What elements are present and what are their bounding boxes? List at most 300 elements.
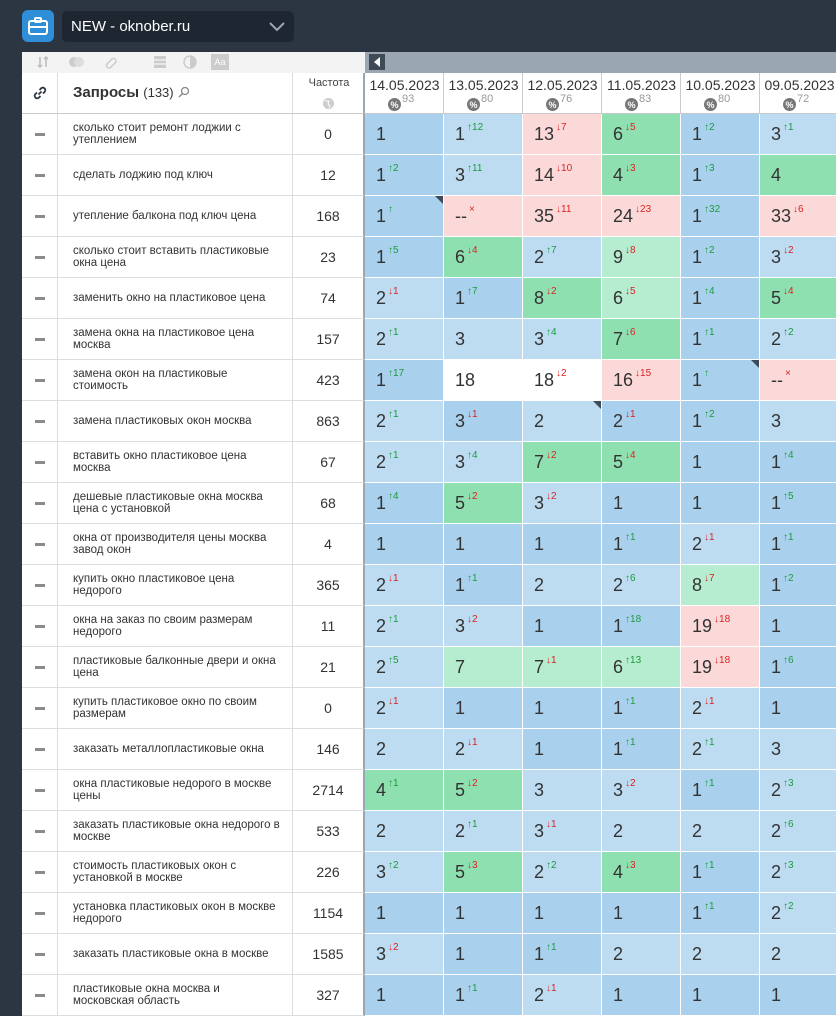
position-cell[interactable] (602, 934, 681, 975)
position-cell[interactable] (444, 729, 523, 770)
table-row (22, 360, 836, 401)
position-cell[interactable] (602, 729, 681, 770)
query-cell[interactable] (58, 237, 293, 278)
font-icon[interactable]: Aa (211, 54, 229, 70)
position-cell[interactable] (681, 975, 760, 1016)
position-cell[interactable] (760, 237, 836, 278)
position-cell[interactable] (523, 360, 602, 401)
position-cell[interactable] (523, 893, 602, 934)
position-change: ↓2 (467, 777, 478, 789)
query-cell[interactable] (58, 852, 293, 893)
position-cell[interactable] (681, 606, 760, 647)
briefcase-icon[interactable] (22, 10, 54, 42)
position-cell[interactable] (523, 278, 602, 319)
query-cell[interactable] (58, 483, 293, 524)
position-change: ↓2 (388, 941, 399, 953)
minus-icon (35, 297, 45, 300)
position-cell[interactable] (523, 975, 602, 1016)
scroll-left-icon[interactable] (369, 54, 385, 70)
position-value: 2 (376, 697, 387, 718)
position-value: 2 (613, 574, 624, 595)
position-cell[interactable] (365, 647, 444, 688)
position-cell[interactable] (523, 852, 602, 893)
position-cell[interactable] (365, 893, 444, 934)
date-percent: 80 (481, 93, 494, 105)
position-value: 2 (376, 820, 387, 841)
position-cell[interactable] (444, 688, 523, 729)
position-cell[interactable] (760, 278, 836, 319)
position-change: ↓4 (625, 449, 636, 461)
position-value: 1 (455, 287, 466, 308)
date-column-header[interactable] (365, 73, 444, 114)
date-column-header[interactable] (681, 73, 760, 114)
position-cell[interactable] (444, 975, 523, 1016)
frequency-cell: 11 (293, 606, 365, 647)
position-value: 2 (376, 574, 387, 595)
search-icon[interactable] (178, 86, 190, 98)
position-cell[interactable] (760, 114, 836, 155)
position-cell[interactable] (365, 401, 444, 442)
position-change: ↑5 (783, 490, 794, 502)
minus-icon (35, 912, 45, 915)
position-value: 2 (771, 779, 782, 800)
position-cell[interactable] (681, 483, 760, 524)
position-cell[interactable] (365, 565, 444, 606)
position-cell[interactable] (444, 524, 523, 565)
date-label: 12.05.2023 (527, 77, 598, 93)
position-change: ↓2 (625, 777, 636, 789)
row-link-cell[interactable] (22, 729, 58, 770)
position-cell[interactable] (760, 934, 836, 975)
position-change: ↑1 (467, 572, 478, 584)
frequency-cell: 74 (293, 278, 365, 319)
position-change: ↑12 (467, 121, 484, 133)
position-cell[interactable] (681, 196, 760, 237)
position-value: 1 (771, 574, 782, 595)
position-cell[interactable] (602, 975, 681, 1016)
position-cell[interactable] (760, 319, 836, 360)
position-value: 18 (455, 369, 476, 390)
position-cell[interactable] (523, 237, 602, 278)
position-cell[interactable] (365, 975, 444, 1016)
position-cell[interactable] (365, 688, 444, 729)
position-cell[interactable] (365, 606, 444, 647)
position-cell[interactable] (681, 278, 760, 319)
position-value: 1 (376, 205, 387, 226)
position-cell[interactable] (760, 975, 836, 1016)
query-cell[interactable] (58, 278, 293, 319)
position-cell[interactable] (602, 278, 681, 319)
position-cell[interactable] (602, 442, 681, 483)
query-cell[interactable] (58, 319, 293, 360)
position-cell[interactable] (760, 688, 836, 729)
frequency-cell: 67 (293, 442, 365, 483)
position-cell[interactable] (444, 237, 523, 278)
query-cell[interactable] (58, 196, 293, 237)
query-cell[interactable] (58, 934, 293, 975)
link-column-header[interactable] (22, 73, 58, 114)
position-cell[interactable] (681, 770, 760, 811)
position-cell[interactable] (760, 483, 836, 524)
query-cell[interactable] (58, 565, 293, 606)
position-cell[interactable] (444, 811, 523, 852)
position-value: 1 (455, 533, 466, 554)
row-link-cell[interactable] (22, 155, 58, 196)
position-cell[interactable] (602, 688, 681, 729)
position-value: 3 (455, 615, 466, 636)
position-cell[interactable] (760, 565, 836, 606)
position-cell[interactable] (523, 770, 602, 811)
position-cell[interactable] (444, 360, 523, 401)
position-cell[interactable] (760, 360, 836, 401)
position-cell[interactable] (523, 442, 602, 483)
position-change: ↑3 (704, 162, 715, 174)
position-value: 2 (692, 697, 703, 718)
position-value: 1 (455, 902, 466, 923)
position-value: 18 (534, 369, 555, 390)
position-value: 3 (534, 820, 545, 841)
position-value: 2 (455, 738, 466, 759)
position-cell[interactable] (365, 524, 444, 565)
row-link-cell[interactable] (22, 565, 58, 606)
query-cell[interactable] (58, 114, 293, 155)
position-cell[interactable] (602, 852, 681, 893)
position-cell[interactable] (602, 360, 681, 401)
position-cell[interactable] (602, 155, 681, 196)
position-change: ↓1 (388, 285, 399, 297)
contrast-icon[interactable] (182, 54, 198, 70)
position-cell[interactable] (602, 565, 681, 606)
row-link-cell[interactable] (22, 975, 58, 1016)
minus-icon (35, 461, 45, 464)
position-cell[interactable] (523, 934, 602, 975)
position-cell[interactable] (523, 524, 602, 565)
position-value: 1 (534, 697, 545, 718)
position-cell[interactable] (523, 647, 602, 688)
position-value: -- (771, 369, 783, 390)
position-cell[interactable] (681, 811, 760, 852)
row-link-cell[interactable] (22, 524, 58, 565)
position-value: 1 (376, 902, 387, 923)
position-value: 2 (534, 861, 545, 882)
position-change: ↑1 (783, 121, 794, 133)
query-text: сколько стоит ремонт лоджии с утеплением (73, 122, 241, 146)
position-cell[interactable] (444, 114, 523, 155)
position-cell[interactable] (681, 319, 760, 360)
position-value: 2 (771, 820, 782, 841)
position-cell[interactable] (681, 360, 760, 401)
corner-marker (593, 401, 601, 409)
frequency-cell: 2714 (293, 770, 365, 811)
position-cell[interactable] (760, 196, 836, 237)
position-cell[interactable] (444, 893, 523, 934)
position-cell[interactable] (681, 565, 760, 606)
position-value: 1 (376, 123, 387, 144)
row-link-cell[interactable] (22, 893, 58, 934)
position-change: ↑3 (783, 859, 794, 871)
row-link-cell[interactable] (22, 319, 58, 360)
position-cell[interactable] (365, 934, 444, 975)
position-cell[interactable] (523, 729, 602, 770)
query-cell[interactable] (58, 811, 293, 852)
position-cell[interactable] (444, 852, 523, 893)
position-value: 24 (613, 205, 634, 226)
position-cell[interactable] (523, 319, 602, 360)
query-cell[interactable] (58, 975, 293, 1016)
query-cell[interactable] (58, 606, 293, 647)
position-cell[interactable] (602, 524, 681, 565)
date-percent: 72 (797, 93, 810, 105)
position-cell[interactable] (444, 483, 523, 524)
position-value: 3 (376, 861, 387, 882)
position-cell[interactable] (365, 811, 444, 852)
row-link-cell[interactable] (22, 278, 58, 319)
row-link-cell[interactable] (22, 852, 58, 893)
table-icon[interactable] (152, 54, 168, 70)
position-change: ↓10 (556, 162, 573, 174)
position-cell[interactable] (523, 606, 602, 647)
position-cell[interactable] (760, 606, 836, 647)
query-cell[interactable] (58, 360, 293, 401)
row-link-cell[interactable] (22, 114, 58, 155)
row-link-cell[interactable] (22, 237, 58, 278)
position-change: ↓1 (467, 736, 478, 748)
position-cell[interactable] (760, 647, 836, 688)
date-column-header[interactable] (444, 73, 523, 114)
position-cell[interactable] (602, 770, 681, 811)
position-cell[interactable] (444, 278, 523, 319)
query-cell[interactable] (58, 647, 293, 688)
position-cell[interactable] (760, 811, 836, 852)
query-cell[interactable] (58, 893, 293, 934)
query-cell[interactable] (58, 770, 293, 811)
frequency-cell: 168 (293, 196, 365, 237)
position-cell[interactable] (681, 688, 760, 729)
position-change: ↑7 (467, 285, 478, 297)
position-cell[interactable] (681, 237, 760, 278)
position-cell[interactable] (681, 729, 760, 770)
position-cell[interactable] (523, 114, 602, 155)
project-select[interactable] (62, 11, 294, 42)
position-cell[interactable] (602, 196, 681, 237)
position-change: ↓8 (625, 244, 636, 256)
position-change: ↑6 (783, 654, 794, 666)
position-value: 1 (455, 984, 466, 1005)
position-cell[interactable] (681, 155, 760, 196)
row-link-cell[interactable] (22, 811, 58, 852)
position-cell[interactable] (760, 729, 836, 770)
query-cell[interactable] (58, 155, 293, 196)
position-value: 3 (455, 328, 466, 349)
frequency-cell: 1154 (293, 893, 365, 934)
date-label: 14.05.2023 (369, 77, 440, 93)
position-cell[interactable] (681, 852, 760, 893)
query-column-header[interactable] (58, 73, 293, 114)
position-cell[interactable] (760, 893, 836, 934)
position-cell[interactable] (602, 893, 681, 934)
position-value: 2 (613, 410, 624, 431)
position-cell[interactable] (760, 770, 836, 811)
query-text: утепление балкона под ключ цена (73, 210, 257, 222)
position-value: 4 (376, 779, 387, 800)
query-cell[interactable] (58, 524, 293, 565)
position-cell[interactable] (444, 770, 523, 811)
position-cell[interactable] (523, 483, 602, 524)
row-link-cell[interactable] (22, 196, 58, 237)
frequency-cell: 12 (293, 155, 365, 196)
position-cell[interactable] (365, 729, 444, 770)
position-cell[interactable] (681, 524, 760, 565)
position-cell[interactable] (365, 278, 444, 319)
date-column-header[interactable] (760, 73, 836, 114)
position-value: 1 (613, 615, 624, 636)
frequency-cell: 68 (293, 483, 365, 524)
position-cell[interactable] (602, 237, 681, 278)
position-cell[interactable] (602, 483, 681, 524)
position-value: 1 (771, 615, 782, 636)
position-cell[interactable] (444, 401, 523, 442)
date-label: 10.05.2023 (685, 77, 756, 93)
position-cell[interactable] (602, 319, 681, 360)
row-link-cell[interactable] (22, 483, 58, 524)
position-cell[interactable] (444, 934, 523, 975)
row-link-cell[interactable] (22, 401, 58, 442)
date-percent: 83 (639, 93, 652, 105)
position-cell[interactable] (602, 401, 681, 442)
position-value: 8 (692, 574, 703, 595)
position-value: 1 (613, 984, 624, 1005)
position-value: 7 (534, 451, 545, 472)
position-cell[interactable] (681, 893, 760, 934)
position-cell[interactable] (444, 196, 523, 237)
minus-icon (35, 871, 45, 874)
position-value: 1 (692, 369, 703, 390)
position-value: 1 (613, 697, 624, 718)
position-cell[interactable] (760, 852, 836, 893)
position-value: 3 (771, 246, 782, 267)
frequency-cell: 365 (293, 565, 365, 606)
position-cell[interactable] (523, 196, 602, 237)
position-cell[interactable] (760, 155, 836, 196)
position-cell[interactable] (444, 565, 523, 606)
position-value: 1 (771, 533, 782, 554)
date-column-header[interactable] (523, 73, 602, 114)
sort-icon[interactable] (35, 54, 51, 70)
position-change: ↑1 (625, 531, 636, 543)
link-icon[interactable] (104, 54, 120, 70)
query-cell[interactable] (58, 729, 293, 770)
position-cell[interactable] (365, 770, 444, 811)
position-cell[interactable] (760, 442, 836, 483)
query-cell[interactable] (58, 442, 293, 483)
position-change: ↑1 (704, 777, 715, 789)
position-cell[interactable] (760, 401, 836, 442)
position-value: 1 (376, 533, 387, 554)
position-cell[interactable] (523, 811, 602, 852)
row-link-cell[interactable] (22, 360, 58, 401)
position-value: 2 (692, 738, 703, 759)
position-value: 2 (771, 943, 782, 964)
position-change: ↑3 (783, 777, 794, 789)
table-toolbar (22, 52, 365, 74)
position-value: 3 (771, 123, 782, 144)
position-cell[interactable] (365, 114, 444, 155)
query-cell[interactable] (58, 401, 293, 442)
toggle-icon[interactable] (68, 54, 84, 70)
position-cell[interactable] (365, 852, 444, 893)
position-cell[interactable] (523, 688, 602, 729)
position-cell[interactable] (444, 319, 523, 360)
position-value: 35 (534, 205, 555, 226)
position-cell[interactable] (444, 442, 523, 483)
position-cell[interactable] (523, 565, 602, 606)
row-link-cell[interactable] (22, 442, 58, 483)
position-value: 3 (455, 164, 466, 185)
row-link-cell[interactable] (22, 606, 58, 647)
row-link-cell[interactable] (22, 688, 58, 729)
position-cell[interactable] (681, 401, 760, 442)
position-change: ↓2 (546, 490, 557, 502)
position-cell[interactable] (523, 401, 602, 442)
row-link-cell[interactable] (22, 934, 58, 975)
position-cell[interactable] (365, 237, 444, 278)
minus-icon (35, 666, 45, 669)
position-change: ↑2 (783, 572, 794, 584)
row-link-cell[interactable] (22, 770, 58, 811)
position-change: ↓1 (467, 408, 478, 420)
position-value: 2 (376, 615, 387, 636)
position-cell[interactable] (681, 114, 760, 155)
position-value: 3 (376, 943, 387, 964)
position-cell[interactable] (365, 483, 444, 524)
position-cell[interactable] (602, 606, 681, 647)
position-cell[interactable] (760, 524, 836, 565)
position-value: 1 (692, 410, 703, 431)
position-cell[interactable] (602, 114, 681, 155)
position-cell[interactable] (681, 934, 760, 975)
position-cell[interactable] (681, 442, 760, 483)
position-cell[interactable] (681, 647, 760, 688)
query-cell[interactable] (58, 688, 293, 729)
position-value: 1 (613, 738, 624, 759)
position-value: 3 (534, 492, 545, 513)
position-value: 2 (771, 328, 782, 349)
position-value: 3 (455, 451, 466, 472)
position-change: ↑18 (625, 613, 642, 625)
position-change: ↓1 (388, 695, 399, 707)
position-value: 1 (771, 656, 782, 677)
date-column-header[interactable] (602, 73, 681, 114)
position-value: 3 (771, 410, 782, 431)
position-cell[interactable] (602, 811, 681, 852)
position-change: ↑1 (704, 736, 715, 748)
query-text: замена пластиковых окон москва (73, 415, 252, 427)
position-cell[interactable] (365, 319, 444, 360)
position-cell[interactable] (602, 647, 681, 688)
position-cell[interactable] (523, 155, 602, 196)
row-link-cell[interactable] (22, 647, 58, 688)
position-cell[interactable] (365, 196, 444, 237)
position-cell[interactable] (444, 155, 523, 196)
position-cell[interactable] (365, 155, 444, 196)
position-cell[interactable] (444, 647, 523, 688)
position-change: ↓15 (635, 367, 652, 379)
frequency-column-header[interactable] (293, 73, 365, 114)
position-cell[interactable] (365, 360, 444, 401)
position-cell[interactable] (365, 442, 444, 483)
position-value: 1 (692, 328, 703, 349)
position-cell[interactable] (444, 606, 523, 647)
